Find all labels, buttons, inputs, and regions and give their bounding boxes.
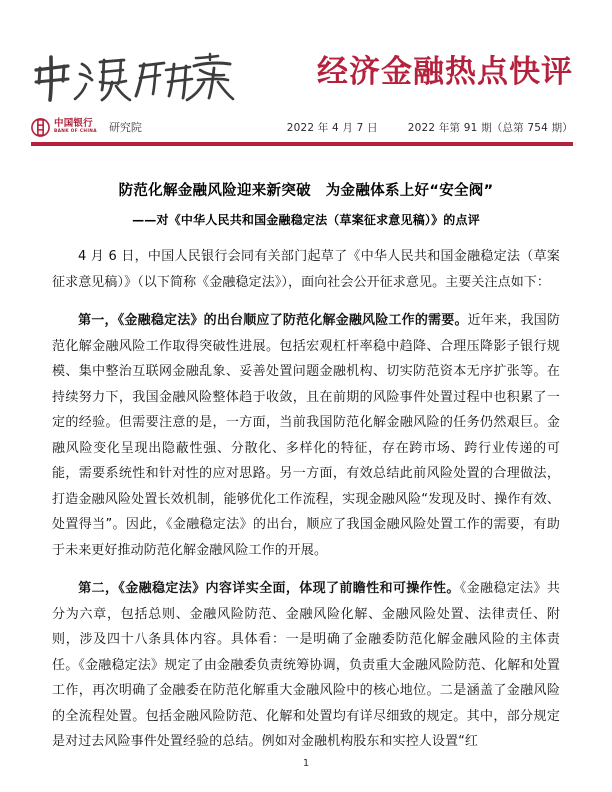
- brand-script-logo: [28, 52, 238, 104]
- paragraph-intro: [52, 244, 560, 295]
- paragraph-text: 《金融稳定法》共分为六章，包括总则、金融风险防范、金融风险化解、金融风险处置、法律责任、附则，涉及四十八条具体内容。具体看：一是明确了金融委防范化解金融风险的主体责任。《金融稳定法》规定了由金融委负责统筹协调，负责重大金融风险防范、化解和处置工作，再次明确了金融委在防范化解重大金融风险中的核心地位。二是涵盖了金融风险的全流程处置。包括金融风险防范、化解和处置均有详尽细致的规定。其中，部分规定是对过去风险事件处置经验的总结。例如对金融机构股东和实控人设置“红: [52, 581, 560, 749]
- paragraph-text: 4 月 6 日，中国人民银行会同有关部门起草了《中华人民共和国金融稳定法（草案征求意见稿）》（以下简称《金融稳定法》），面向社会公开征求意见。主要关注点如下：: [52, 249, 560, 290]
- article: [52, 180, 560, 755]
- masthead-divider: [31, 142, 573, 146]
- paragraph-lead: 第二，《金融稳定法》内容详实全面，体现了前瞻性和可操作性。: [78, 581, 460, 596]
- masthead-title: 经济金融热点快评: [317, 54, 573, 90]
- masthead: [0, 0, 612, 156]
- page-title: 防范化解金融风险迎来新突破 为金融体系上好“安全阀”: [118, 183, 494, 199]
- page-subtitle: ——对《中华人民共和国金融稳定法（草案征求意见稿）》的点评: [132, 213, 480, 227]
- paragraph-text: 近年来，我国防范化解金融风险工作取得突破性进展。包括宏观杠杆率稳中趋降、合理压降影子银行规模、集中整治互联网金融乱象、妥善处置问题金融机构、切实防范资本无序扩张等。在持续努力下，我国金融风险整体趋于收敛，且在前期的风险事件处置过程中也积累了一定的经验。但需要注意的是，一方面，当前我国防范化解金融风险的任务仍然艰巨。金融风险变化呈现出隐蔽性强、分散化、多样化的特征，存在跨市场、跨行业传递的可能，需要系统性和针对性的应对思路。另一方面，有效总结此前风险处置的合理做法，打造金融风险处置长效机制，能够优化工作流程，实现金融风险“发现及时、操作有效、处置得当”。因此，《金融稳定法》的出台，顺应了我国金融风险处置工作的需要，有助于未来更好推动防范化解金融风险工作的开展。: [52, 313, 560, 558]
- paragraph-point-1: [52, 308, 560, 563]
- paragraph-point-2: [52, 576, 560, 755]
- institute-label: 研究院: [108, 121, 142, 134]
- publication-date: 2022 年 4 月 7 日: [286, 121, 378, 134]
- page-number: 1: [302, 758, 310, 769]
- boc-name-en: BANK OF CHINA: [54, 129, 97, 134]
- boc-name-cn: 中国银行: [54, 118, 93, 129]
- issue-number: 2022 年第 91 期（总第 754 期）: [407, 121, 573, 134]
- paragraph-lead: 第一，《金融稳定法》的出台顺应了防范化解金融风险工作的需要。: [78, 313, 468, 328]
- issue-line: [0, 118, 612, 136]
